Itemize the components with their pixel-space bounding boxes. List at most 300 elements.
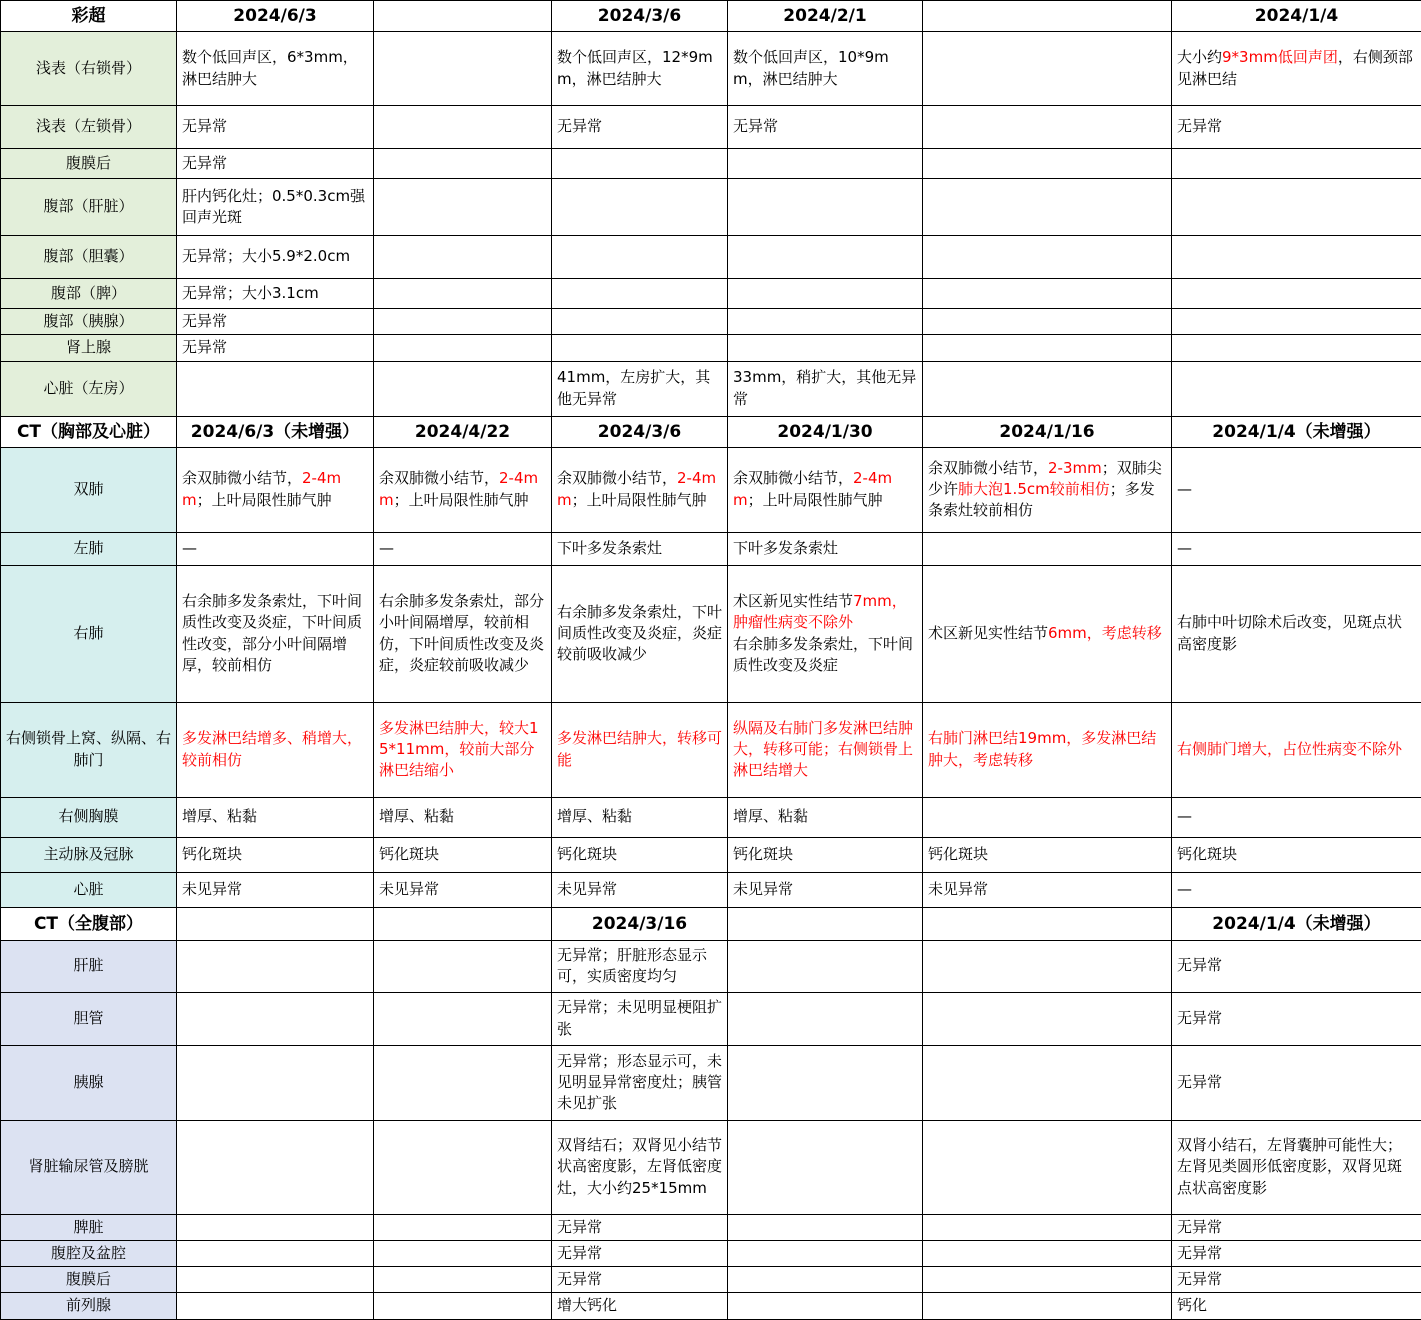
result-cell — [177, 309, 374, 335]
result-cell — [177, 335, 374, 361]
result-text: 无异常 — [1177, 1244, 1222, 1262]
row-label: 心脏 — [1, 872, 177, 907]
row-label: 心脏（左房） — [1, 361, 177, 416]
row-label: 腹膜后 — [1, 149, 177, 179]
result-cell — [177, 447, 374, 532]
result-text: ；上叶局限性肺气肿 — [394, 491, 529, 509]
result-text: 余双肺微小结节， — [379, 469, 499, 487]
row-label: 肾上腺 — [1, 335, 177, 361]
table-row — [1, 361, 1421, 416]
result-cell — [923, 940, 1172, 992]
result-text: 余双肺微小结节， — [557, 469, 677, 487]
result-text: 钙化斑块 — [557, 845, 617, 863]
result-text: 数个低回声区，10*9mm，淋巴结肿大 — [733, 48, 889, 87]
result-cell — [728, 1120, 923, 1214]
result-cell — [374, 335, 552, 361]
table-row — [1, 1045, 1421, 1120]
table-row — [1, 837, 1421, 872]
result-cell — [1172, 872, 1421, 907]
result-cell — [728, 992, 923, 1045]
result-text: 增厚、粘黏 — [733, 807, 808, 825]
result-cell — [728, 837, 923, 872]
result-text: 无异常；大小3.1cm — [182, 284, 319, 302]
result-cell — [1172, 335, 1421, 361]
result-cell — [177, 1293, 374, 1319]
result-cell — [923, 565, 1172, 702]
row-label: 双肺 — [1, 447, 177, 532]
result-text: 钙化 — [1177, 1296, 1207, 1314]
result-text-highlight: 2-4mm — [733, 469, 892, 508]
result-text: 无异常 — [1177, 1270, 1222, 1288]
result-text: 无异常 — [182, 312, 227, 330]
result-cell — [374, 565, 552, 702]
result-cell — [1172, 940, 1421, 992]
result-cell — [552, 149, 728, 179]
result-text: 无异常 — [182, 117, 227, 135]
result-cell — [177, 179, 374, 236]
result-text: 无异常 — [1177, 117, 1222, 135]
result-cell — [1172, 447, 1421, 532]
result-cell — [177, 940, 374, 992]
result-cell — [552, 1267, 728, 1293]
result-cell — [1172, 1120, 1421, 1214]
result-cell — [1172, 309, 1421, 335]
result-cell — [177, 1267, 374, 1293]
result-cell — [923, 335, 1172, 361]
result-cell — [374, 797, 552, 837]
result-text: 无异常 — [1177, 1073, 1222, 1091]
result-cell — [923, 532, 1172, 565]
row-label: 肝脏 — [1, 940, 177, 992]
result-text-highlight: 2-4mm — [182, 469, 341, 508]
result-cell — [177, 1214, 374, 1240]
result-cell — [1172, 1240, 1421, 1266]
result-text: 无异常 — [182, 338, 227, 356]
date-header — [374, 1, 552, 32]
result-text: 双肾结石；双肾见小结节状高密度影，左肾低密度灶，大小约25*15mm — [557, 1136, 722, 1197]
result-cell — [552, 335, 728, 361]
result-text: — — [1177, 539, 1192, 557]
result-text: 大小约 — [1177, 48, 1222, 66]
result-cell — [374, 532, 552, 565]
result-cell — [177, 1240, 374, 1266]
result-cell — [1172, 361, 1421, 416]
table-row — [1, 106, 1421, 149]
result-cell — [728, 1267, 923, 1293]
result-cell — [177, 236, 374, 279]
result-text: ；上叶局限性肺气肿 — [572, 491, 707, 509]
result-cell — [552, 837, 728, 872]
date-header: 2024/6/3（未增强） — [177, 416, 374, 447]
result-cell — [177, 837, 374, 872]
table-row — [1, 149, 1421, 179]
result-text: 钙化斑块 — [182, 845, 242, 863]
result-text: 无异常 — [557, 117, 602, 135]
result-cell — [374, 1267, 552, 1293]
result-text: 钙化斑块 — [928, 845, 988, 863]
result-cell — [923, 447, 1172, 532]
result-cell — [1172, 702, 1421, 797]
result-cell — [728, 309, 923, 335]
result-cell — [728, 872, 923, 907]
table-row — [1, 1214, 1421, 1240]
table-row — [1, 309, 1421, 335]
result-cell — [1172, 532, 1421, 565]
result-cell — [177, 872, 374, 907]
result-cell — [728, 1293, 923, 1319]
result-text: ；双肺尖少许 — [928, 459, 1162, 498]
result-cell — [177, 279, 374, 309]
result-cell — [728, 797, 923, 837]
result-cell — [552, 447, 728, 532]
result-text: 无异常；肝脏形态显示可，实质密度均匀 — [557, 946, 707, 985]
table-row — [1, 179, 1421, 236]
result-cell — [374, 236, 552, 279]
result-cell — [1172, 992, 1421, 1045]
row-label: 腹部（肝脏） — [1, 179, 177, 236]
result-cell — [728, 702, 923, 797]
section-title: CT（全腹部） — [1, 907, 177, 940]
result-text: 无异常 — [1177, 1218, 1222, 1236]
date-header: 2024/1/4 — [1172, 1, 1421, 32]
row-label: 浅表（右锁骨） — [1, 32, 177, 106]
result-text: 未见异常 — [557, 880, 617, 898]
report-table-body — [1, 1, 1421, 1320]
result-cell — [923, 992, 1172, 1045]
table-row — [1, 1293, 1421, 1319]
row-label: 腹膜后 — [1, 1267, 177, 1293]
result-cell — [1172, 1214, 1421, 1240]
result-cell — [728, 447, 923, 532]
result-text: 钙化斑块 — [379, 845, 439, 863]
result-text: 增大钙化 — [557, 1296, 617, 1314]
result-text: ，右侧颈部见淋巴结 — [1177, 48, 1413, 87]
result-cell — [552, 532, 728, 565]
result-cell — [177, 106, 374, 149]
date-header: 2024/3/6 — [552, 1, 728, 32]
result-cell — [1172, 179, 1421, 236]
result-text-highlight: 右侧肺门增大，占位性病变不除外 — [1177, 740, 1402, 758]
row-label: 浅表（左锁骨） — [1, 106, 177, 149]
result-cell — [177, 149, 374, 179]
result-text: 下叶多发条索灶 — [733, 539, 838, 557]
section-title: CT（胸部及心脏） — [1, 416, 177, 447]
row-label: 肾脏输尿管及膀胱 — [1, 1120, 177, 1214]
result-cell — [728, 149, 923, 179]
result-cell — [923, 872, 1172, 907]
result-cell — [923, 702, 1172, 797]
result-text-highlight: 9*3mm低回声团 — [1222, 48, 1338, 66]
table-row — [1, 335, 1421, 361]
result-text: 33mm，稍扩大，其他无异常 — [733, 368, 916, 407]
row-label: 前列腺 — [1, 1293, 177, 1319]
table-row — [1, 1267, 1421, 1293]
result-text: 未见异常 — [928, 880, 988, 898]
date-header: 2024/3/6 — [552, 416, 728, 447]
result-text: 未见异常 — [733, 880, 793, 898]
result-cell — [177, 532, 374, 565]
result-text: ；上叶局限性肺气肿 — [748, 491, 883, 509]
result-cell — [728, 1214, 923, 1240]
result-cell — [1172, 1045, 1421, 1120]
result-cell — [374, 837, 552, 872]
date-header — [923, 907, 1172, 940]
result-text: — — [1177, 480, 1192, 498]
result-cell — [923, 1267, 1172, 1293]
result-text: 余双肺微小结节， — [182, 469, 302, 487]
table-row — [1, 1240, 1421, 1266]
row-label: 脾脏 — [1, 1214, 177, 1240]
result-cell — [923, 837, 1172, 872]
result-text: 无异常 — [182, 154, 227, 172]
result-text: 钙化斑块 — [1177, 845, 1237, 863]
date-header: 2024/1/4（未增强） — [1172, 416, 1421, 447]
result-cell — [728, 106, 923, 149]
date-header: 2024/1/4（未增强） — [1172, 907, 1421, 940]
result-cell — [552, 872, 728, 907]
result-text: 无异常；形态显示可，未见明显异常密度灶；胰管未见扩张 — [557, 1052, 722, 1113]
table-row — [1, 702, 1421, 797]
result-text: — — [379, 539, 394, 557]
result-cell — [177, 1120, 374, 1214]
table-row — [1, 940, 1421, 992]
result-cell — [923, 149, 1172, 179]
result-cell — [374, 1120, 552, 1214]
table-row — [1, 565, 1421, 702]
result-cell — [374, 279, 552, 309]
result-text: 双肾小结石，左肾囊肿可能性大；左肾见类圆形低密度影，双肾见斑点状高密度影 — [1177, 1136, 1402, 1197]
result-text-highlight: 多发淋巴结增多、稍增大，较前相仿 — [182, 729, 362, 768]
row-label: 左肺 — [1, 532, 177, 565]
result-text-highlight: 纵隔及右肺门多发淋巴结肿大，转移可能；右侧锁骨上淋巴结增大 — [733, 719, 913, 780]
result-cell — [1172, 797, 1421, 837]
row-label: 主动脉及冠脉 — [1, 837, 177, 872]
result-cell — [728, 1045, 923, 1120]
result-text: 未见异常 — [182, 880, 242, 898]
result-text-highlight: 多发淋巴结肿大，转移可能 — [557, 729, 722, 768]
result-text: 余双肺微小结节， — [928, 459, 1048, 477]
result-text: 无异常 — [557, 1270, 602, 1288]
row-label: 胰腺 — [1, 1045, 177, 1120]
result-text: ；多发条索灶较前相仿 — [928, 480, 1155, 519]
result-cell — [923, 361, 1172, 416]
result-cell — [728, 279, 923, 309]
date-header: 2024/3/16 — [552, 907, 728, 940]
result-cell — [728, 940, 923, 992]
result-cell — [374, 702, 552, 797]
result-cell — [923, 309, 1172, 335]
result-text: 增厚、粘黏 — [182, 807, 257, 825]
table-row — [1, 872, 1421, 907]
row-label: 腹部（胰腺） — [1, 309, 177, 335]
result-text: 下叶多发条索灶 — [557, 539, 662, 557]
result-text: 增厚、粘黏 — [379, 807, 454, 825]
result-cell — [923, 279, 1172, 309]
result-cell — [728, 1240, 923, 1266]
date-header — [923, 1, 1172, 32]
result-cell — [374, 1045, 552, 1120]
result-cell — [552, 1240, 728, 1266]
result-text-highlight: 6mm，考虑转移 — [1048, 624, 1162, 642]
result-cell — [552, 940, 728, 992]
result-text: 41mm，左房扩大，其他无异常 — [557, 368, 710, 407]
date-header: 2024/2/1 — [728, 1, 923, 32]
result-cell — [552, 106, 728, 149]
row-label: 腹腔及盆腔 — [1, 1240, 177, 1266]
table-row — [1, 1120, 1421, 1214]
result-cell — [374, 149, 552, 179]
result-cell — [374, 940, 552, 992]
result-text: 无异常；大小5.9*2.0cm — [182, 247, 350, 265]
section-header-row — [1, 416, 1421, 447]
result-text: 右余肺多发条索灶，下叶间质性改变及炎症，炎症较前吸收减少 — [557, 603, 722, 664]
result-cell — [177, 1045, 374, 1120]
result-cell — [728, 32, 923, 106]
result-cell — [728, 532, 923, 565]
row-label: 腹部（脾） — [1, 279, 177, 309]
result-cell — [923, 32, 1172, 106]
result-cell — [552, 1120, 728, 1214]
result-cell — [374, 1240, 552, 1266]
result-cell — [552, 1045, 728, 1120]
result-text: 右肺中叶切除术后改变，见斑点状高密度影 — [1177, 613, 1402, 652]
result-text: 数个低回声区，12*9mm，淋巴结肿大 — [557, 48, 713, 87]
result-text: 右余肺多发条索灶，部分小叶间隔增厚，较前相仿，下叶间质性改变及炎症，炎症较前吸收减少 — [379, 592, 544, 674]
result-cell — [1172, 32, 1421, 106]
result-cell — [552, 361, 728, 416]
date-header: 2024/6/3 — [177, 1, 374, 32]
table-row — [1, 32, 1421, 106]
result-text-highlight: 2-3mm — [1048, 459, 1102, 477]
table-row — [1, 279, 1421, 309]
result-text: 右余肺多发条索灶，下叶间质性改变及炎症 — [733, 635, 913, 674]
result-cell — [923, 1120, 1172, 1214]
row-label: 腹部（胆囊） — [1, 236, 177, 279]
date-header — [728, 907, 923, 940]
row-label: 胆管 — [1, 992, 177, 1045]
result-cell — [177, 361, 374, 416]
result-cell — [728, 565, 923, 702]
result-cell — [552, 565, 728, 702]
result-cell — [374, 447, 552, 532]
result-cell — [728, 179, 923, 236]
result-text-highlight: 2-4mm — [557, 469, 716, 508]
result-text: 钙化斑块 — [733, 845, 793, 863]
result-cell — [552, 1214, 728, 1240]
result-cell — [374, 1214, 552, 1240]
result-cell — [374, 179, 552, 236]
result-text-highlight: 多发淋巴结肿大，较大15*11mm，较前大部分淋巴结缩小 — [379, 719, 539, 780]
table-row — [1, 236, 1421, 279]
date-header: 2024/1/30 — [728, 416, 923, 447]
result-text: — — [1177, 880, 1192, 898]
result-text: 无异常 — [557, 1244, 602, 1262]
result-cell — [374, 1293, 552, 1319]
result-cell — [923, 236, 1172, 279]
row-label: 右侧锁骨上窝、纵隔、右肺门 — [1, 702, 177, 797]
result-cell — [552, 32, 728, 106]
row-label: 右肺 — [1, 565, 177, 702]
result-cell — [552, 279, 728, 309]
result-text: 增厚、粘黏 — [557, 807, 632, 825]
result-cell — [552, 179, 728, 236]
result-text-highlight: 7mm，肿瘤性病变不除外 — [733, 592, 907, 631]
result-cell — [374, 872, 552, 907]
result-cell — [177, 32, 374, 106]
result-text: 右余肺多发条索灶，下叶间质性改变及炎症，下叶间质性改变，部分小叶间隔增厚，较前相仿 — [182, 592, 362, 674]
result-text: 无异常 — [733, 117, 778, 135]
section-header-row — [1, 907, 1421, 940]
result-cell — [374, 361, 552, 416]
result-cell — [1172, 1293, 1421, 1319]
result-cell — [374, 309, 552, 335]
result-text: 术区新见实性结节 — [928, 624, 1048, 642]
result-text: 无异常 — [1177, 1009, 1222, 1027]
result-cell — [177, 702, 374, 797]
row-label: 右侧胸膜 — [1, 797, 177, 837]
result-cell — [552, 702, 728, 797]
result-cell — [1172, 279, 1421, 309]
result-cell — [1172, 837, 1421, 872]
result-cell — [177, 992, 374, 1045]
result-cell — [1172, 149, 1421, 179]
result-text: 肝内钙化灶；0.5*0.3cm强回声光斑 — [182, 187, 365, 226]
result-cell — [1172, 1267, 1421, 1293]
result-cell — [1172, 565, 1421, 702]
result-text-highlight: 肺大泡1.5cm较前相仿 — [958, 480, 1110, 498]
result-cell — [923, 1293, 1172, 1319]
result-cell — [552, 797, 728, 837]
table-row — [1, 532, 1421, 565]
table-row — [1, 992, 1421, 1045]
result-cell — [1172, 106, 1421, 149]
result-cell — [552, 1293, 728, 1319]
result-text: 未见异常 — [379, 880, 439, 898]
result-text: — — [182, 539, 197, 557]
section-title: 彩超 — [1, 1, 177, 32]
result-cell — [728, 236, 923, 279]
section-header-row — [1, 1, 1421, 32]
result-cell — [177, 565, 374, 702]
result-cell — [374, 106, 552, 149]
result-cell — [1172, 236, 1421, 279]
result-cell — [728, 361, 923, 416]
result-cell — [374, 992, 552, 1045]
result-cell — [923, 1214, 1172, 1240]
result-cell — [552, 992, 728, 1045]
result-cell — [923, 1240, 1172, 1266]
result-cell — [374, 32, 552, 106]
result-text: 无异常 — [1177, 956, 1222, 974]
result-cell — [177, 797, 374, 837]
result-text: 无异常；未见明显梗阻扩张 — [557, 998, 722, 1037]
result-cell — [923, 1045, 1172, 1120]
date-header — [374, 907, 552, 940]
table-row — [1, 797, 1421, 837]
result-cell — [552, 309, 728, 335]
result-text: 数个低回声区，6*3mm，淋巴结肿大 — [182, 48, 358, 87]
result-text: 术区新见实性结节 — [733, 592, 853, 610]
date-header — [177, 907, 374, 940]
result-cell — [552, 236, 728, 279]
result-text-highlight: 右肺门淋巴结19mm，多发淋巴结肿大，考虑转移 — [928, 729, 1156, 768]
result-cell — [728, 335, 923, 361]
result-text-highlight: 2-4mm — [379, 469, 538, 508]
date-header: 2024/1/16 — [923, 416, 1172, 447]
result-cell — [923, 106, 1172, 149]
result-text: ；上叶局限性肺气肿 — [197, 491, 332, 509]
result-cell — [923, 797, 1172, 837]
